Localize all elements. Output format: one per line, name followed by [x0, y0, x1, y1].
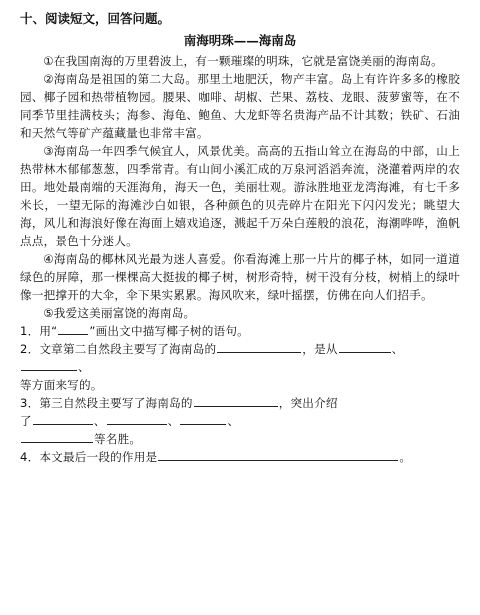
passage-body	[20, 52, 460, 322]
question-1	[20, 322, 460, 340]
question-1-text-b: ”画出文中描写椰子树的语句。	[89, 324, 249, 338]
question-2-sep-2: 、	[78, 360, 90, 374]
paragraph-1: ①在我国南海的万里碧波上，有一颗璀璨的明珠，它就是富饶美丽的海南岛。	[43, 54, 443, 68]
question-2-cont	[20, 376, 460, 394]
question-3-text-c: 了	[20, 414, 32, 428]
question-2-text-c: 等方面来写的。	[20, 378, 103, 392]
question-2-blank-2[interactable]	[339, 340, 391, 353]
question-3-text-a: 3．第三自然段主要写了海南岛的	[20, 396, 193, 410]
question-1-blank[interactable]	[58, 322, 88, 335]
paragraph-3: ③海南岛一年四季气候宜人，风景优美。高高的五指山耸立在海岛的中部，山上热带林木郁郁葱葱，四季常青。有山间小溪汇成的万泉河滔滔奔流，浇灌着两岸的农田。地处最南端的天涯海角，海天一色，美丽壮观。游泳胜地亚龙湾海滩，有七千多米长，一望无际的海滩沙白如银，各种颜色的贝壳碎片在阳光下闪闪发光；眺望大海，风儿和海浪好像在海面上嬉戏追逐，溅起千万朵白莲般的浪花，海潮哗哗，渔帆点点，景色十分迷人。	[20, 144, 460, 248]
passage-title: 南海明珠——海南岛	[183, 33, 297, 48]
question-4	[20, 448, 460, 466]
question-3-text-b: ，突出介绍	[278, 396, 338, 410]
question-2	[20, 340, 460, 376]
question-4-end: 。	[399, 450, 412, 464]
question-3-sep-1: 、	[93, 414, 106, 428]
question-4-text-a: 4．本文最后一段的作用是	[20, 450, 158, 464]
question-3-sep-2: 、	[167, 414, 180, 428]
worksheet-page	[20, 10, 460, 466]
question-2-blank-1[interactable]	[217, 340, 301, 353]
question-3-text-d: 等名胜。	[94, 432, 142, 446]
paragraph-2: ②海南岛是祖国的第二大岛。那里土地肥沃，物产丰富。岛上有许许多多的橡胶园、椰子园和热带植物园。腰果、咖啡、胡椒、芒果、荔枝、龙眼、菠萝蜜等，在不同季节里挂满枝头；海参、海龟、鲍鱼、大龙虾等名贵海产品不计其数；铁矿、石油和天然气等矿产蕴藏量也非常丰富。	[20, 72, 460, 140]
question-3-blank-2[interactable]	[33, 412, 93, 425]
question-3-cont	[20, 412, 460, 430]
question-3-blank-5[interactable]	[21, 430, 93, 443]
section-title: 十、阅读短文，回答问题。	[20, 11, 171, 26]
paragraph-5: ⑤我爱这美丽富饶的海南岛。	[43, 306, 196, 320]
question-3-blank-4[interactable]	[180, 412, 226, 425]
question-3-cont-2	[20, 430, 460, 448]
question-2-text-b: ，是从	[302, 342, 338, 356]
question-3-sep-3: 、	[227, 414, 240, 428]
paragraph-4: ④海南岛的椰林风光最为迷人喜爱。你看海滩上那一片片的椰子林，如同一道道绿色的屏障，那一棵棵高大挺拔的椰子树，树形奇特，树干没有分枝，树梢上的绿叶像一把撑开的大伞，伞下果实累累。海风吹来，绿叶摇摆，仿佛在向人们招手。	[20, 252, 460, 302]
question-3	[20, 394, 460, 412]
question-4-blank[interactable]	[158, 448, 398, 461]
questions	[20, 322, 460, 466]
question-3-blank-3[interactable]	[107, 412, 167, 425]
question-1-text-a: 1．用“	[20, 324, 58, 338]
question-3-blank-1[interactable]	[194, 394, 278, 407]
question-2-sep-1: 、	[391, 342, 404, 356]
question-2-blank-3[interactable]	[21, 358, 77, 371]
question-2-text-a: 2．文章第二自然段主要写了海南岛的	[20, 342, 217, 356]
